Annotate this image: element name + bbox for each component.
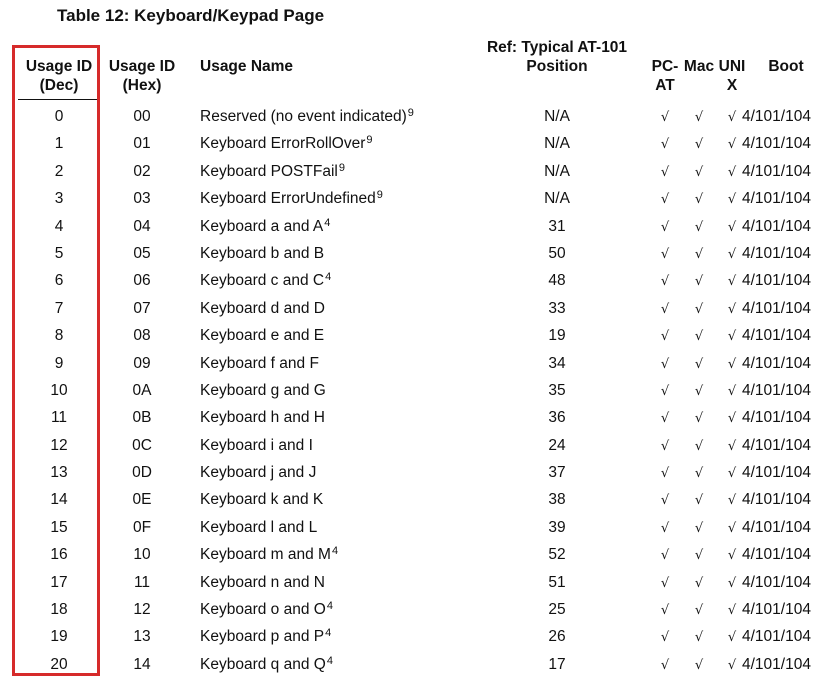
usage-name-text: Keyboard p and P <box>200 628 325 646</box>
pc-at-check-mark: √ <box>660 301 670 317</box>
footnote-marker: 4 <box>326 600 333 613</box>
pc-at-check-mark: √ <box>660 137 670 153</box>
header-usage-id-hex-line1: Usage ID <box>108 58 176 75</box>
boot-cell: 4/101/104 <box>742 190 811 208</box>
table-row <box>0 404 828 431</box>
usage-id-hex-cell: 05 <box>133 244 151 262</box>
table-row <box>0 322 828 349</box>
usage-name-cell <box>200 381 327 400</box>
at101-position-cell: 37 <box>548 464 566 482</box>
unix-check-mark: √ <box>727 383 737 399</box>
unix-check-mark: √ <box>727 329 737 345</box>
boot-cell: 4/101/104 <box>742 354 811 372</box>
usage-id-dec-cell: 14 <box>50 491 68 509</box>
boot-cell: 4/101/104 <box>742 327 811 345</box>
header-usage-id-hex-line2: (Hex) <box>122 77 162 94</box>
at101-position-cell: 24 <box>548 436 566 454</box>
boot-cell: 4/101/104 <box>742 162 811 180</box>
usage-id-dec-cell: 7 <box>54 299 64 317</box>
pc-at-check-mark: √ <box>660 274 670 290</box>
unix-check-mark: √ <box>727 466 737 482</box>
usage-name-cell <box>200 299 326 318</box>
boot-cell: 4/101/104 <box>742 108 811 125</box>
usage-id-dec-cell: 0 <box>54 108 64 125</box>
unix-check-mark: √ <box>727 274 737 290</box>
mac-check-mark: √ <box>694 493 704 509</box>
mac-check-mark: √ <box>694 630 704 646</box>
usage-name-cell <box>200 573 326 592</box>
table-row <box>0 569 828 596</box>
usage-id-dec-cell: 1 <box>54 135 64 153</box>
usage-id-hex-cell: 0F <box>132 518 152 536</box>
unix-check-mark: √ <box>727 630 737 646</box>
footnote-marker: 4 <box>331 545 339 558</box>
header-mac: Mac <box>683 58 715 75</box>
usage-name-text: Keyboard m and M <box>200 546 331 564</box>
usage-id-dec-cell: 19 <box>50 628 68 646</box>
unix-check-mark: √ <box>727 603 737 619</box>
pc-at-check-mark: √ <box>660 548 670 564</box>
boot-cell: 4/101/104 <box>742 491 811 509</box>
header-at101-position-line2: Position <box>526 58 588 75</box>
usage-id-dec-cell: 11 <box>50 409 68 427</box>
table-row <box>0 240 828 267</box>
unix-check-mark: √ <box>727 548 737 564</box>
usage-id-hex-cell: 14 <box>133 655 151 673</box>
at101-position-cell: 36 <box>548 409 566 427</box>
header-usage-id-dec <box>16 57 102 95</box>
boot-cell: 4/101/104 <box>742 655 811 673</box>
pc-at-check-mark: √ <box>660 192 670 208</box>
usage-id-hex-cell: 11 <box>133 573 151 591</box>
usage-id-hex-cell: 0A <box>132 381 152 399</box>
usage-name-cell <box>200 244 325 263</box>
boot-cell: 4/101/104 <box>742 573 811 591</box>
usage-name-text: Keyboard ErrorRollOver <box>200 135 366 153</box>
usage-id-dec-cell: 18 <box>50 601 68 619</box>
footnote-marker: 4 <box>325 627 332 640</box>
usage-name-text: Keyboard n and N <box>200 573 325 591</box>
pc-at-check-mark: √ <box>660 219 670 235</box>
usage-name-cell <box>200 326 325 345</box>
mac-check-mark: √ <box>694 575 704 591</box>
usage-id-dec-cell: 10 <box>50 381 68 399</box>
usage-name-cell <box>200 545 338 564</box>
header-boot: Boot <box>768 58 804 75</box>
usage-name-cell <box>200 490 324 509</box>
usage-name-cell <box>200 134 373 153</box>
mac-check-mark: √ <box>694 356 704 372</box>
mac-check-mark: √ <box>694 301 704 317</box>
mac-check-mark: √ <box>694 603 704 619</box>
usage-name-cell <box>200 463 317 482</box>
usage-name-cell <box>200 162 345 181</box>
footnote-marker: 4 <box>325 271 332 284</box>
table-row <box>0 514 828 541</box>
usage-id-dec-cell: 4 <box>54 217 64 235</box>
usage-id-dec-cell: 5 <box>54 244 64 262</box>
at101-position-cell: 51 <box>548 573 566 591</box>
usage-id-hex-cell: 08 <box>133 327 151 345</box>
at101-position-cell: 48 <box>548 272 566 290</box>
at101-position-cell: 39 <box>548 518 566 536</box>
mac-check-mark: √ <box>694 192 704 208</box>
footnote-marker: 9 <box>338 161 345 174</box>
table-row <box>0 596 828 623</box>
usage-id-dec-cell: 13 <box>50 464 68 482</box>
usage-name-text: Keyboard o and O <box>200 601 326 619</box>
table-row <box>0 541 828 568</box>
usage-name-text: Keyboard ErrorUndefined <box>200 190 376 208</box>
usage-name-cell <box>200 217 330 236</box>
header-pc-at-line1: PC- <box>651 58 679 75</box>
at101-position-cell: N/A <box>544 162 570 180</box>
at101-position-cell: 33 <box>548 299 566 317</box>
usage-id-dec-cell: 3 <box>54 190 64 208</box>
usage-name-text: Keyboard d and D <box>200 299 325 317</box>
at101-position-cell: N/A <box>544 135 570 153</box>
usage-id-dec-cell: 9 <box>54 354 64 372</box>
footnote-marker: 9 <box>407 107 414 119</box>
usage-id-dec-cell: 2 <box>54 162 64 180</box>
usage-name-text: Keyboard l and L <box>200 518 318 536</box>
usage-name-cell <box>200 655 333 674</box>
table-row <box>0 651 828 678</box>
boot-cell: 4/101/104 <box>742 628 811 646</box>
usage-name-text: Keyboard f and F <box>200 354 319 372</box>
boot-cell: 4/101/104 <box>742 409 811 427</box>
pc-at-check-mark: √ <box>660 575 670 591</box>
mac-check-mark: √ <box>694 657 704 673</box>
pc-at-check-mark: √ <box>660 164 670 180</box>
header-pc-at <box>648 57 682 95</box>
usage-id-dec-cell: 16 <box>50 546 68 564</box>
boot-cell: 4/101/104 <box>742 381 811 399</box>
mac-check-mark: √ <box>694 219 704 235</box>
mac-check-mark: √ <box>694 466 704 482</box>
mac-check-mark: √ <box>694 383 704 399</box>
boot-cell: 4/101/104 <box>742 518 811 536</box>
boot-cell: 4/101/104 <box>742 135 811 153</box>
usage-id-hex-cell: 12 <box>133 601 151 619</box>
header-usage-name: Usage Name <box>200 58 294 75</box>
pc-at-check-mark: √ <box>660 493 670 509</box>
table-row <box>0 213 828 240</box>
boot-cell: 4/101/104 <box>742 272 811 290</box>
table-row <box>0 432 828 459</box>
usage-id-hex-cell: 0B <box>132 409 152 427</box>
pc-at-check-mark: √ <box>660 329 670 345</box>
table-row <box>0 459 828 486</box>
unix-check-mark: √ <box>727 411 737 427</box>
usage-id-hex-cell: 01 <box>133 135 151 153</box>
pc-at-check-mark: √ <box>660 411 670 427</box>
table-row <box>0 350 828 377</box>
table-row <box>0 158 828 185</box>
pc-at-check-mark: √ <box>660 657 670 673</box>
boot-cell: 4/101/104 <box>742 601 811 619</box>
unix-check-mark: √ <box>727 164 737 180</box>
usage-id-hex-cell: 13 <box>133 628 151 646</box>
at101-position-cell: 38 <box>548 491 566 509</box>
usage-id-dec-cell: 6 <box>54 272 64 290</box>
usage-id-hex-cell: 00 <box>133 108 151 125</box>
footnote-marker: 4 <box>324 216 331 229</box>
usage-id-dec-cell: 17 <box>50 573 68 591</box>
table-row <box>0 486 828 513</box>
boot-cell: 4/101/104 <box>742 217 811 235</box>
unix-check-mark: √ <box>727 356 737 372</box>
usage-id-dec-cell: 20 <box>50 655 68 673</box>
unix-check-mark: √ <box>727 575 737 591</box>
usage-id-hex-cell: 10 <box>133 546 151 564</box>
pc-at-check-mark: √ <box>660 630 670 646</box>
usage-id-hex-cell: 04 <box>133 217 151 235</box>
pc-at-check-mark: √ <box>660 383 670 399</box>
at101-position-cell: 17 <box>548 655 566 673</box>
usage-name-cell <box>200 436 314 455</box>
header-usage-id-dec-line1: Usage ID <box>25 58 93 75</box>
mac-check-mark: √ <box>694 329 704 345</box>
footnote-marker: 9 <box>376 189 383 202</box>
at101-position-cell: N/A <box>544 190 570 208</box>
boot-cell: 4/101/104 <box>742 299 811 317</box>
pc-at-check-mark: √ <box>660 466 670 482</box>
unix-check-mark: √ <box>727 493 737 509</box>
usage-name-text: Keyboard b and B <box>200 244 325 262</box>
mac-check-mark: √ <box>694 164 704 180</box>
table-row <box>0 623 828 650</box>
pc-at-check-mark: √ <box>660 603 670 619</box>
at101-position-cell: 25 <box>548 601 566 619</box>
usage-name-text: Keyboard q and Q <box>200 655 326 673</box>
mac-check-mark: √ <box>694 411 704 427</box>
table-row <box>0 377 828 404</box>
mac-check-mark: √ <box>694 548 704 564</box>
usage-name-text: Keyboard k and K <box>200 491 324 509</box>
at101-position-cell: 50 <box>548 244 566 262</box>
usage-id-hex-cell: 07 <box>133 299 151 317</box>
usage-id-dec-cell: 12 <box>50 436 68 454</box>
at101-position-cell: 35 <box>548 381 566 399</box>
table-title: Table 12: Keyboard/Keypad Page <box>57 6 325 25</box>
usage-id-hex-cell: 06 <box>133 272 151 290</box>
at101-position-cell: 19 <box>548 327 566 345</box>
usage-id-hex-cell: 0C <box>132 436 152 454</box>
mac-check-mark: √ <box>694 520 704 536</box>
unix-check-mark: √ <box>727 219 737 235</box>
table-row <box>0 185 828 212</box>
header-at101-position-line1: Ref: Typical AT-101 <box>486 39 628 56</box>
usage-name-text: Keyboard c and C <box>200 272 325 290</box>
footnote-marker: 9 <box>366 134 373 147</box>
header-unix <box>716 57 748 95</box>
table-row <box>0 267 828 294</box>
pc-at-check-mark: √ <box>660 110 670 125</box>
usage-name-cell <box>200 627 331 646</box>
unix-check-mark: √ <box>727 301 737 317</box>
mac-check-mark: √ <box>694 110 704 125</box>
at101-position-cell: 52 <box>548 546 566 564</box>
mac-check-mark: √ <box>694 438 704 454</box>
table-row <box>0 103 828 130</box>
boot-cell: 4/101/104 <box>742 436 811 454</box>
at101-position-cell: 34 <box>548 354 566 372</box>
mac-check-mark: √ <box>694 137 704 153</box>
unix-check-mark: √ <box>727 438 737 454</box>
usage-id-dec-cell: 8 <box>54 327 64 345</box>
pc-at-check-mark: √ <box>660 438 670 454</box>
footnote-marker: 4 <box>326 654 333 667</box>
usage-id-hex-cell: 09 <box>133 354 151 372</box>
header-usage-id-hex <box>105 57 179 95</box>
header-unix-line2: X <box>726 77 738 94</box>
unix-check-mark: √ <box>727 520 737 536</box>
pc-at-check-mark: √ <box>660 246 670 262</box>
table-body <box>0 103 828 678</box>
usage-name-text: Reserved (no event indicated) <box>200 108 407 125</box>
header-unix-line1: UNI <box>718 58 746 75</box>
usage-name-text: Keyboard g and G <box>200 381 326 399</box>
mac-check-mark: √ <box>694 246 704 262</box>
usage-name-text: Keyboard i and I <box>200 436 313 454</box>
at101-position-cell: 31 <box>548 217 566 235</box>
usage-name-text: Keyboard a and A <box>200 217 324 235</box>
boot-cell: 4/101/104 <box>742 546 811 564</box>
usage-name-cell <box>200 408 326 427</box>
unix-check-mark: √ <box>727 192 737 208</box>
at101-position-cell: N/A <box>544 108 570 125</box>
unix-check-mark: √ <box>727 657 737 673</box>
unix-check-mark: √ <box>727 137 737 153</box>
table-row <box>0 295 828 322</box>
usage-name-text: Keyboard e and E <box>200 327 325 345</box>
header-divider <box>18 99 99 100</box>
usage-name-cell <box>200 354 320 373</box>
boot-cell: 4/101/104 <box>742 244 811 262</box>
pc-at-check-mark: √ <box>660 520 670 536</box>
pc-at-check-mark: √ <box>660 356 670 372</box>
usage-id-dec-cell: 15 <box>50 518 68 536</box>
table-row <box>0 130 828 157</box>
unix-check-mark: √ <box>727 246 737 262</box>
header-usage-id-dec-line2: (Dec) <box>39 77 79 94</box>
usage-name-cell <box>200 107 414 126</box>
usage-id-hex-cell: 03 <box>133 190 151 208</box>
usage-name-text: Keyboard j and J <box>200 464 317 482</box>
usage-name-cell <box>200 189 383 208</box>
unix-check-mark: √ <box>727 110 737 125</box>
usage-name-text: Keyboard POSTFail <box>200 162 338 180</box>
at101-position-cell: 26 <box>548 628 566 646</box>
usage-id-hex-cell: 02 <box>133 162 151 180</box>
usage-id-hex-cell: 0D <box>132 464 152 482</box>
usage-id-hex-cell: 0E <box>132 491 152 509</box>
usage-name-cell <box>200 271 331 290</box>
boot-cell: 4/101/104 <box>742 464 811 482</box>
header-at101-position <box>478 38 636 76</box>
usage-name-cell <box>200 518 318 537</box>
header-pc-at-line2: AT <box>655 77 675 94</box>
mac-check-mark: √ <box>694 274 704 290</box>
usage-name-cell <box>200 600 333 619</box>
usage-name-text: Keyboard h and H <box>200 409 325 427</box>
